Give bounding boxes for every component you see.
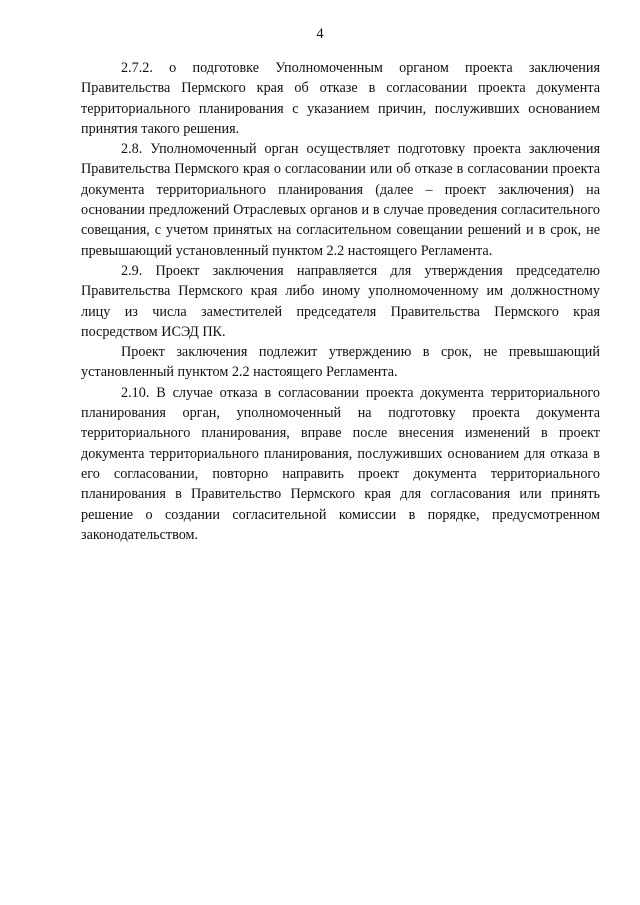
paragraph-2-10: 2.10. В случае отказа в согласовании проекта документа территориального планирования орган, уполномоченный на подготовку проекта документа территориального планирования, вправе после внесения изменений в проект документа территориального планирования, послуживших основанием для отказа в его согласовании, повторно направить проект документа территориального планирования в Правительство Пермского края для согласования или принять решение о создании согласительной комиссии в порядке, предусмотренном законодательством. (81, 384, 600, 543)
paragraph-2-7-2: 2.7.2. о подготовке Уполномоченным органом проекта заключения Правительства Пермского края об отказе в согласовании проекта документа территориального планирования с указанием причин, послуживших основанием принятия такого решения. (81, 60, 600, 137)
paragraph-2-8: 2.8. Уполномоченный орган осуществляет подготовку проекта заключения Правительства Пермского края о согласовании или об отказе в согласовании проекта документа территориального планирования (далее – проект заключения) на основании предложений Отраслевых органов и в случае проведения согласительного совещания, с учетом принятых на согласительном совещании решений и в срок, не превышающий установленный пунктом 2.2 настоящего Регламента. (81, 141, 600, 259)
paragraph-2-9: 2.9. Проект заключения направляется для утверждения председателю Правительства Пермского края либо иному уполномоченному им должностному лицу из числа заместителей председателя Правительства Пермского края посредством ИСЭД ПК. (81, 262, 600, 340)
paragraph-2-9-approval: Проект заключения подлежит утверждению в срок, не превышающий установленный пунктом 2.2 настоящего Регламента. (81, 344, 600, 381)
document-body (81, 58, 600, 545)
page-number: 4 (316, 26, 324, 42)
